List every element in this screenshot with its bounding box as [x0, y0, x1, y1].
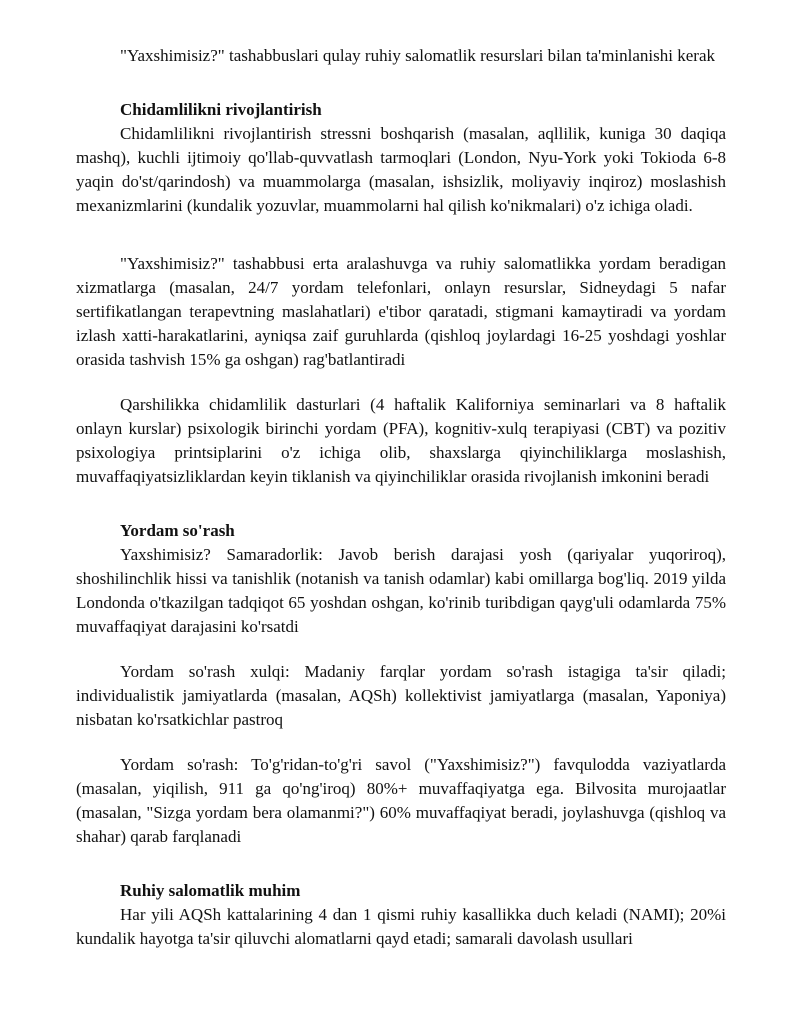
section-heading-resilience: Chidamlilikni rivojlantirish: [120, 100, 322, 119]
section-heading-mental-health: Ruhiy salomatlik muhim: [120, 881, 301, 900]
asking-help-paragraph-1: Yaxshimisiz? Samaradorlik: Javob berish darajasi yosh (qariyalar yuqoriroq), shoshilinchlik hissi va tanishlik (notanish va tanish odamlar) kabi omillarga bog'liq. 2019 yilda Londonda o'tkazilgan tadqiqot 65 yoshdan oshgan, ko'rinib turibdigan qayg'uli odamlarda 75% muvaffaqiyat darajasini ko'rsatdi: [76, 545, 726, 636]
mental-health-paragraph-1: Har yili AQSh kattalarining 4 dan 1 qismi ruhiy kasallikka duch keladi (NAMI); 20%i kundalik hayotga ta'sir qiluvchi alomatlarni qayd etadi; samarali davolash usullari: [76, 905, 726, 948]
intro-paragraph: "Yaxshimisiz?" tashabbuslari qulay ruhiy salomatlik resurslari bilan ta'minlanishi kerak: [120, 46, 715, 65]
resilience-paragraph-3: Qarshilikka chidamlilik dasturlari (4 haftalik Kaliforniya seminarlari va 8 haftalik onlayn kurslar) psixologik birinchi yordam (PFA), kognitiv-xulq terapiyasi (CBT) va pozitiv psixologiya printsiplarini o'z ichiga olib, shaxslarga qiyinchiliklarga moslashish, muvaffaqiyatsizliklardan keyin tiklanish va qiyinchiliklar orasida rivojlanish imkonini beradi: [76, 395, 726, 486]
resilience-paragraph-2: "Yaxshimisiz?" tashabbusi erta aralashuvga va ruhiy salomatlikka yordam beradigan xizmatlarga (masalan, 24/7 yordam telefonlari, onlayn resurslar, Sidneydagi 5 nafar sertifikatlangan terapevtning maslahatlari) e'tibor qaratadi, stigmani kamaytiradi va yordam izlash xatti-harakatlarini, ayniqsa zaif guruhlarda (qishloq joylardagi 16-25 yoshdagi yoshlar orasida tashvish 15% ga oshgan) rag'batlantiradi: [76, 254, 726, 369]
section-heading-asking-help: Yordam so'rash: [120, 521, 235, 540]
resilience-paragraph-1: Chidamlilikni rivojlantirish stressni boshqarish (masalan, aqllilik, kuniga 30 daqiqa mashq), kuchli ijtimoiy qo'llab-quvvatlash tarmoqlari (London, Nyu-York yoki Tokioda 6-8 yaqin do'st/qarindosh) va muammolarga (masalan, ishsizlik, moliyaviy inqiroz) moslashish mexanizmlarini (kundalik yozuvlar, muammolarni hal qilish ko'nikmalari) o'z ichiga oladi.: [76, 124, 726, 215]
asking-help-paragraph-3: Yordam so'rash: To'g'ridan-to'g'ri savol ("Yaxshimisiz?") favqulodda vaziyatlarda (masalan, yiqilish, 911 ga qo'ng'iroq) 80%+ muvaffaqiyatga ega. Bilvosita murojaatlar (masalan, "Sizga yordam bera olamanmi?") 60% muvaffaqiyat beradi, joylashuvga (qishloq va shahar) qarab farqlanadi: [76, 755, 726, 846]
asking-help-paragraph-2: Yordam so'rash xulqi: Madaniy farqlar yordam so'rash istagiga ta'sir qiladi; individualistik jamiyatlarda (masalan, AQSh) kollektivist jamiyatlarga (masalan, Yaponiya) nisbatan ko'rsatkichlar pastroq: [76, 662, 726, 729]
